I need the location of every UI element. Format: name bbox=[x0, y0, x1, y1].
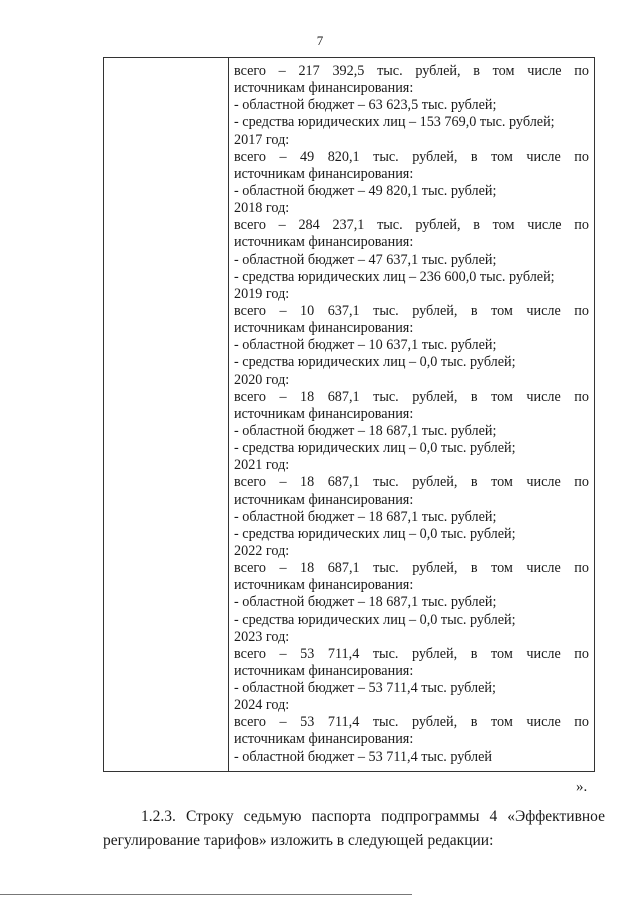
table-text-line: всего – 18 687,1 тыс. рублей, в том числе по bbox=[234, 388, 589, 405]
table-text-line: - областной бюджет – 63 623,5 тыс. рублей; bbox=[234, 97, 497, 114]
table-text-line: источникам финансирования: bbox=[234, 320, 414, 337]
table-text-line: 2017 год: bbox=[234, 131, 290, 148]
table-text-line: всего – 53 711,4 тыс. рублей, в том числе по bbox=[234, 714, 589, 731]
table-right-cell bbox=[234, 63, 589, 766]
table-text-line: всего – 18 687,1 тыс. рублей, в том числе по bbox=[234, 560, 589, 577]
table-text-line: источникам финансирования: bbox=[234, 491, 414, 508]
table-text-line: всего – 49 820,1 тыс. рублей, в том числе по bbox=[234, 148, 589, 165]
table-text-line: источникам финансирования: bbox=[234, 577, 414, 594]
table-text-line: источникам финансирования: bbox=[234, 234, 414, 251]
amendment-paragraph bbox=[103, 805, 605, 853]
table-text-line: 2022 год: bbox=[234, 542, 290, 559]
table-left-cell bbox=[104, 58, 229, 771]
closing-quote-mark: ». bbox=[576, 779, 588, 795]
table-text-line: 2019 год: bbox=[234, 285, 290, 302]
table-text-line: - средства юридических лиц – 153 769,0 тыс. рублей; bbox=[234, 114, 555, 131]
table-text-line: - областной бюджет – 18 687,1 тыс. рублей; bbox=[234, 508, 497, 525]
table-text-line: - средства юридических лиц – 0,0 тыс. рублей; bbox=[234, 525, 516, 542]
table-text-line: - областной бюджет – 47 637,1 тыс. рублей; bbox=[234, 251, 497, 268]
table-text-line: - областной бюджет – 10 637,1 тыс. рублей; bbox=[234, 337, 497, 354]
table-text-line: 2018 год: bbox=[234, 200, 290, 217]
footer-divider bbox=[0, 894, 412, 895]
table-text-line: 2021 год: bbox=[234, 457, 290, 474]
table-text-line: 2023 год: bbox=[234, 628, 290, 645]
table-text-line: - средства юридических лиц – 0,0 тыс. рублей; bbox=[234, 611, 516, 628]
table-text-line: всего – 18 687,1 тыс. рублей, в том числе по bbox=[234, 474, 589, 491]
table-text-line: - средства юридических лиц – 0,0 тыс. рублей; bbox=[234, 354, 516, 371]
table-text-line: - областной бюджет – 49 820,1 тыс. рублей; bbox=[234, 182, 497, 199]
page-number: 7 bbox=[316, 33, 324, 48]
table-text-line: источникам финансирования: bbox=[234, 80, 414, 97]
table-text-line: всего – 10 637,1 тыс. рублей, в том числе по bbox=[234, 302, 589, 319]
table-text-line: источникам финансирования: bbox=[234, 731, 414, 748]
table-text-line: 2020 год: bbox=[234, 371, 290, 388]
table-text-line: - средства юридических лиц – 0,0 тыс. рублей; bbox=[234, 440, 516, 457]
table-text-line: источникам финансирования: bbox=[234, 405, 414, 422]
table-text-line: всего – 284 237,1 тыс. рублей, в том числе по bbox=[234, 217, 589, 234]
table-text-line: - средства юридических лиц – 236 600,0 тыс. рублей; bbox=[234, 268, 555, 285]
table-text-line: 2024 год: bbox=[234, 697, 290, 714]
paragraph-line: регулирование тарифов» изложить в следующей редакции: bbox=[103, 832, 494, 849]
table-text-line: - областной бюджет – 18 687,1 тыс. рублей; bbox=[234, 594, 497, 611]
table-text-line: всего – 53 711,4 тыс. рублей, в том числе по bbox=[234, 645, 589, 662]
passport-table bbox=[103, 57, 595, 772]
table-text-line: источникам финансирования: bbox=[234, 165, 414, 182]
table-text-line: - областной бюджет – 53 711,4 тыс. рублей bbox=[234, 748, 492, 765]
paragraph-line: 1.2.3. Строку седьмую паспорта подпрограммы 4 «Эффективное bbox=[141, 808, 605, 825]
table-text-line: - областной бюджет – 18 687,1 тыс. рублей; bbox=[234, 422, 497, 439]
table-text-line: всего – 217 392,5 тыс. рублей, в том числе по bbox=[234, 63, 589, 79]
table-text-line: - областной бюджет – 53 711,4 тыс. рублей; bbox=[234, 680, 496, 697]
table-text-line: источникам финансирования: bbox=[234, 662, 414, 679]
